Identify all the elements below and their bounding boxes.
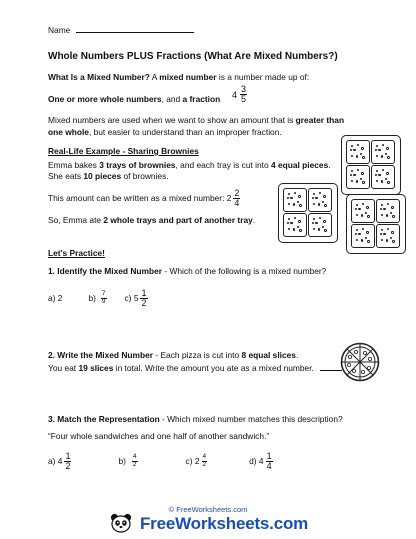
brownie-chip — [351, 145, 353, 147]
brownie-chip — [383, 208, 385, 210]
brownie-chip — [288, 193, 290, 195]
brownie-chip — [361, 239, 363, 241]
brownie-chip — [313, 203, 315, 205]
brownie-chip — [380, 208, 382, 210]
brownie-chip — [362, 156, 364, 158]
brownie-piece — [376, 199, 400, 223]
q3-choices — [48, 450, 273, 472]
brownie-chip — [366, 231, 368, 233]
brownie-chip — [361, 172, 363, 174]
example-line-4: So, Emma ate 2 whole trays and part of another tray. — [48, 215, 256, 225]
brownie-chip — [385, 153, 387, 155]
brownie-chip — [381, 229, 383, 231]
brownie-chip — [287, 197, 289, 199]
q3-quote: “Four whole sandwiches and one half of another sandwich.” — [48, 431, 270, 441]
footer-copyright[interactable]: © FreeWorksheets.com — [168, 505, 248, 514]
q3-choice-a[interactable]: a) 4 $\frac{1}{2}$ — [48, 450, 71, 471]
brownie-chip — [387, 156, 389, 158]
brownie-chip — [298, 220, 300, 222]
panda-icon — [110, 513, 132, 533]
q1-choice-c[interactable]: c) 5 $\frac{1}{2}$ — [124, 287, 147, 308]
example-mixed-number: 4 $\frac{3}{5}$ — [232, 84, 247, 104]
brownie-chip — [293, 203, 295, 205]
brownie-chip — [381, 239, 383, 241]
brownie-chip — [294, 217, 296, 219]
brownie-chip — [362, 203, 364, 205]
brownie-chip — [356, 239, 358, 241]
question-2: 2. Write the Mixed Number - Each pizza is cut into 8 equal slices. — [48, 350, 299, 360]
brownie-chip — [381, 214, 383, 216]
example-line-2: She eats 10 pieces of brownies. — [48, 171, 169, 181]
brownie-chip — [365, 212, 367, 214]
brownie-piece — [351, 224, 375, 248]
brownie-chip — [382, 169, 384, 171]
brownie-chip — [318, 203, 320, 205]
usage-line-1: Mixed numbers are used when we want to show an amount that is greater than — [48, 115, 345, 125]
q1-choice-a[interactable]: a) 2 — [48, 292, 63, 303]
brownie-piece — [346, 165, 370, 189]
brownie-chip — [358, 233, 360, 235]
brownie-chip — [386, 147, 388, 149]
term-mixed-number: mixed number — [159, 72, 217, 82]
example-heading: Real-Life Example - Sharing Brownies — [48, 146, 199, 156]
brownie-chip — [392, 215, 394, 217]
brownie-chip — [387, 228, 389, 230]
brownie-chip — [390, 212, 392, 214]
brownie-chip — [366, 206, 368, 208]
brownie-chip — [319, 192, 321, 194]
brownie-chip — [290, 222, 292, 224]
brownie-chip — [290, 197, 292, 199]
brownie-chip — [358, 208, 360, 210]
brownie-chip — [350, 149, 352, 151]
q3-choice-b[interactable]: b) $\frac{4}{2}$ — [118, 453, 137, 468]
brownie-chip — [350, 174, 352, 176]
brownie-chip — [288, 218, 290, 220]
brownie-chip — [392, 240, 394, 242]
brownie-chip — [376, 155, 378, 157]
pizza-icon — [339, 341, 381, 383]
brownie-chip — [386, 214, 388, 216]
brownie-chip — [313, 193, 315, 195]
brownie-chip — [353, 149, 355, 151]
brownie-chip — [361, 214, 363, 216]
brownie-chip — [324, 204, 326, 206]
brownie-chip — [355, 233, 357, 235]
brownie-chip — [367, 215, 369, 217]
brownie-chip — [323, 220, 325, 222]
example-line-3: This amount can be written as a mixed number: 2 $\frac{2}{4}$ — [48, 187, 240, 208]
brownie-chip — [365, 237, 367, 239]
name-label: Name — [48, 25, 71, 35]
name-blank[interactable] — [76, 32, 194, 33]
brownie-chip — [378, 149, 380, 151]
brownie-chip — [297, 226, 299, 228]
brownie-chip — [375, 149, 377, 151]
brownie-chip — [387, 181, 389, 183]
brownie-chip — [322, 226, 324, 228]
brownie-chip — [318, 228, 320, 230]
brownie-chip — [322, 201, 324, 203]
brownie-chip — [376, 180, 378, 182]
q1-choices — [48, 287, 148, 309]
brownie-piece — [371, 140, 395, 164]
brownie-chip — [362, 181, 364, 183]
brownie-chip — [356, 204, 358, 206]
definition-question: What Is a Mixed Number? — [48, 72, 150, 82]
brownie-chip — [312, 222, 314, 224]
brownie-chip — [378, 174, 380, 176]
brownie-chip — [355, 208, 357, 210]
brownie-piece — [351, 199, 375, 223]
definition-parts: One or more whole numbers, and a fraction — [48, 94, 221, 104]
brownie-chip — [356, 229, 358, 231]
brownie-chip — [376, 145, 378, 147]
brownie-tray — [278, 183, 338, 243]
brownie-chip — [356, 180, 358, 182]
brownie-chip — [351, 155, 353, 157]
brownie-chip — [381, 204, 383, 206]
brownie-chip — [351, 180, 353, 182]
brownie-chip — [351, 170, 353, 172]
brownie-chip — [357, 144, 359, 146]
brownie-chip — [299, 229, 301, 231]
brownie-chip — [323, 195, 325, 197]
brownie-tray — [341, 135, 401, 195]
brownie-chip — [299, 204, 301, 206]
definition-line: What Is a Mixed Number? A mixed number is a number made up of: — [48, 72, 310, 82]
name-row — [48, 25, 194, 36]
brownie-chip — [360, 178, 362, 180]
q3-choice-c[interactable]: c) 2 $\frac{4}{2}$ — [185, 453, 207, 468]
brownie-chip — [391, 206, 393, 208]
brownie-chip — [367, 240, 369, 242]
brownie-chip — [353, 174, 355, 176]
brownie-chip — [312, 197, 314, 199]
brownie-chip — [380, 233, 382, 235]
brownie-piece — [371, 165, 395, 189]
brownie-chip — [357, 169, 359, 171]
brownie-chip — [297, 201, 299, 203]
footer-brand[interactable]: FreeWorksheets.com — [140, 514, 309, 533]
brownie-chip — [315, 197, 317, 199]
brownie-chip — [387, 203, 389, 205]
brownie-piece — [308, 188, 332, 212]
question-3: 3. Match the Representation - Which mixed number matches this description? — [48, 414, 343, 424]
brownie-chip — [375, 174, 377, 176]
brownie-chip — [319, 217, 321, 219]
brownie-chip — [391, 231, 393, 233]
question-1: 1. Identify the Mixed Number - Which of the following is a mixed number? — [48, 266, 327, 276]
q3-choice-d[interactable]: d) 4 $\frac{1}{4}$ — [249, 450, 272, 471]
brownie-chip — [381, 155, 383, 157]
brownie-chip — [361, 147, 363, 149]
brownie-chip — [386, 172, 388, 174]
brownie-chip — [390, 237, 392, 239]
brownie-chip — [298, 195, 300, 197]
brownie-chip — [386, 239, 388, 241]
brownie-chip — [288, 203, 290, 205]
brownie-tray — [346, 194, 406, 254]
brownie-chip — [376, 170, 378, 172]
brownie-chip — [313, 218, 315, 220]
practice-heading: Let's Practice! — [48, 248, 105, 258]
brownie-chip — [362, 228, 364, 230]
brownie-chip — [385, 178, 387, 180]
brownie-chip — [293, 228, 295, 230]
brownie-piece — [346, 140, 370, 164]
q1-choice-b[interactable]: b) $\frac{7}{9}$ — [88, 290, 106, 305]
example-line-1: Emma bakes 3 trays of brownies, and each tray is cut into 4 equal pieces. — [48, 160, 331, 170]
brownie-chip — [287, 222, 289, 224]
usage-line-2: one whole, but easier to understand than an improper fraction. — [48, 127, 282, 137]
brownie-chip — [315, 222, 317, 224]
brownie-chip — [382, 144, 384, 146]
brownie-chip — [288, 228, 290, 230]
brownie-piece — [283, 213, 307, 237]
brownie-chip — [313, 228, 315, 230]
question-2-line-2: You eat 19 slices in total. Write the amount you ate as a mixed number. — [48, 363, 342, 374]
brownie-chip — [360, 153, 362, 155]
brownie-chip — [324, 229, 326, 231]
brownie-piece — [283, 188, 307, 212]
brownie-chip — [356, 155, 358, 157]
brownie-chip — [294, 192, 296, 194]
brownie-chip — [383, 233, 385, 235]
brownie-piece — [376, 224, 400, 248]
brownie-chip — [356, 214, 358, 216]
brownie-piece — [308, 213, 332, 237]
page-title: Whole Numbers PLUS Fractions (What Are Mixed Numbers?) — [48, 51, 338, 62]
brownie-chip — [381, 180, 383, 182]
